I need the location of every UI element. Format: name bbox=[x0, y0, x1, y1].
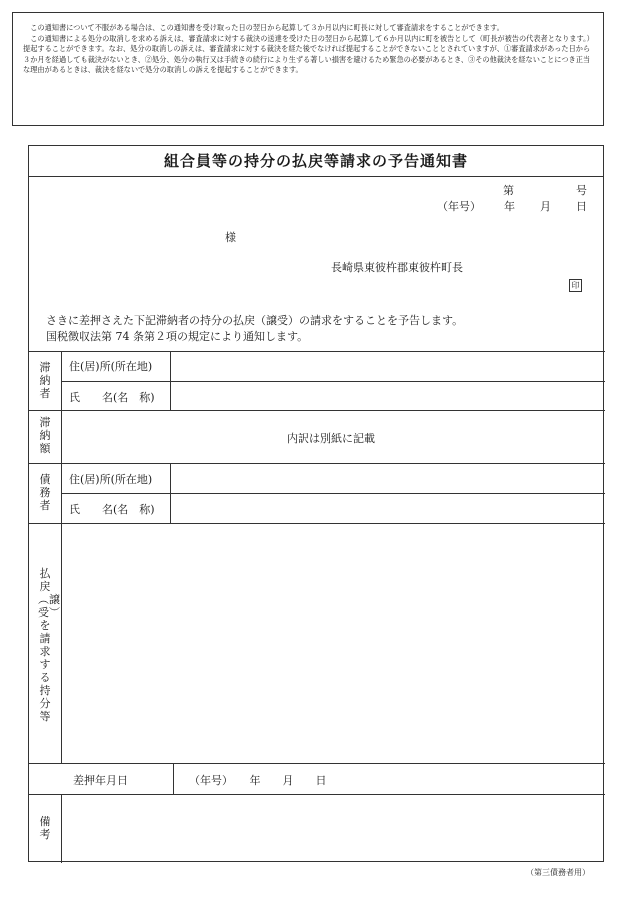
recipient-sama: 様 bbox=[225, 231, 236, 244]
rule-saimu-field-divider bbox=[170, 463, 171, 523]
rule-taino-field-divider bbox=[170, 351, 171, 410]
rule-saimu-mid bbox=[61, 493, 605, 494]
number-go: 号 bbox=[576, 184, 587, 197]
form-title: 組合員等の持分の払戻等請求の予告通知書 bbox=[29, 146, 603, 177]
label-taino-sha: 滞納者 bbox=[39, 361, 51, 400]
label-sashiosae-date: 差押年月日 bbox=[73, 774, 128, 787]
date-month: 月 bbox=[540, 200, 551, 213]
appeal-notice-box bbox=[12, 12, 604, 126]
rule-sashiosae-divider bbox=[173, 763, 174, 794]
date-day: 日 bbox=[576, 200, 587, 213]
label-taino-gaku: 滞納額 bbox=[39, 416, 51, 455]
seal-icon: 印 bbox=[569, 279, 582, 292]
date-era: （年号） bbox=[437, 200, 481, 213]
notice-form bbox=[28, 145, 604, 862]
rule-taino-mid bbox=[61, 381, 605, 382]
rule-table-top bbox=[29, 351, 605, 352]
body-line-2: 国税徴収法第 74 条第２項の規定により通知します。 bbox=[46, 330, 309, 343]
label-name-debtor: 氏 名(名 称) bbox=[69, 503, 155, 516]
body-line-1: さきに差押さえた下記滞納者の持分の払戻（譲受）の請求をすることを予告します。 bbox=[46, 314, 464, 327]
label-mochibun: 払戻︵譲受︶を請求する持分等 bbox=[38, 567, 60, 723]
label-biko: 備考 bbox=[39, 815, 51, 841]
rule-biko-column bbox=[61, 794, 62, 863]
rule-mochibun-bottom bbox=[29, 763, 605, 764]
label-saimu-sha: 債務者 bbox=[39, 473, 51, 512]
label-name: 氏 名(名 称) bbox=[69, 391, 155, 404]
footer-note: （第三債務者用） bbox=[526, 868, 590, 877]
rule-sashiosae-bottom bbox=[29, 794, 605, 795]
date-year: 年 bbox=[504, 200, 515, 213]
sashiosae-date-value: （年号） 年 月 日 bbox=[189, 774, 327, 787]
rule-saimu-bottom bbox=[29, 523, 605, 524]
issuer-name: 長崎県東彼杵郡東彼杵町長 bbox=[331, 261, 463, 274]
number-dai: 第 bbox=[503, 184, 514, 197]
appeal-notice-paragraph-2: この通知書による処分の取消しを求める訴えは、審査請求に対する裁決の送達を受けた日の翌日から起算して６か月以内に町を被告として（町長が被告の代表者となります。）提起することができます。なお、処分の取消しの訴えは、審査請求に対する裁決を経た後でなければ提起することができないこととされていますが、①審査請求があった日から３か月を経過しても裁決がないとき、②処分、処分の執行又は手続きの続行により生ずる著しい損害を避けるため緊急の必要があるとき、③その他裁決を経ないことにつき正当な理由があるときは、裁決を経ないで処分の取消しの訴えを提起することができます。 bbox=[23, 33, 591, 75]
rule-gaku-bottom bbox=[29, 463, 605, 464]
appeal-notice-paragraph-1: この通知書について不服がある場合は、この通知書を受け取った日の翌日から起算して３か月以内に町長に対して審査請求をすることができます。 bbox=[30, 23, 504, 32]
taino-gaku-uchiwake: 内訳は別紙に記載 bbox=[287, 432, 375, 445]
label-address-debtor: 住(居)所(所在地) bbox=[69, 473, 153, 486]
rule-taino-bottom bbox=[29, 410, 605, 411]
label-address: 住(居)所(所在地) bbox=[69, 360, 153, 373]
rule-label-column bbox=[61, 351, 62, 763]
